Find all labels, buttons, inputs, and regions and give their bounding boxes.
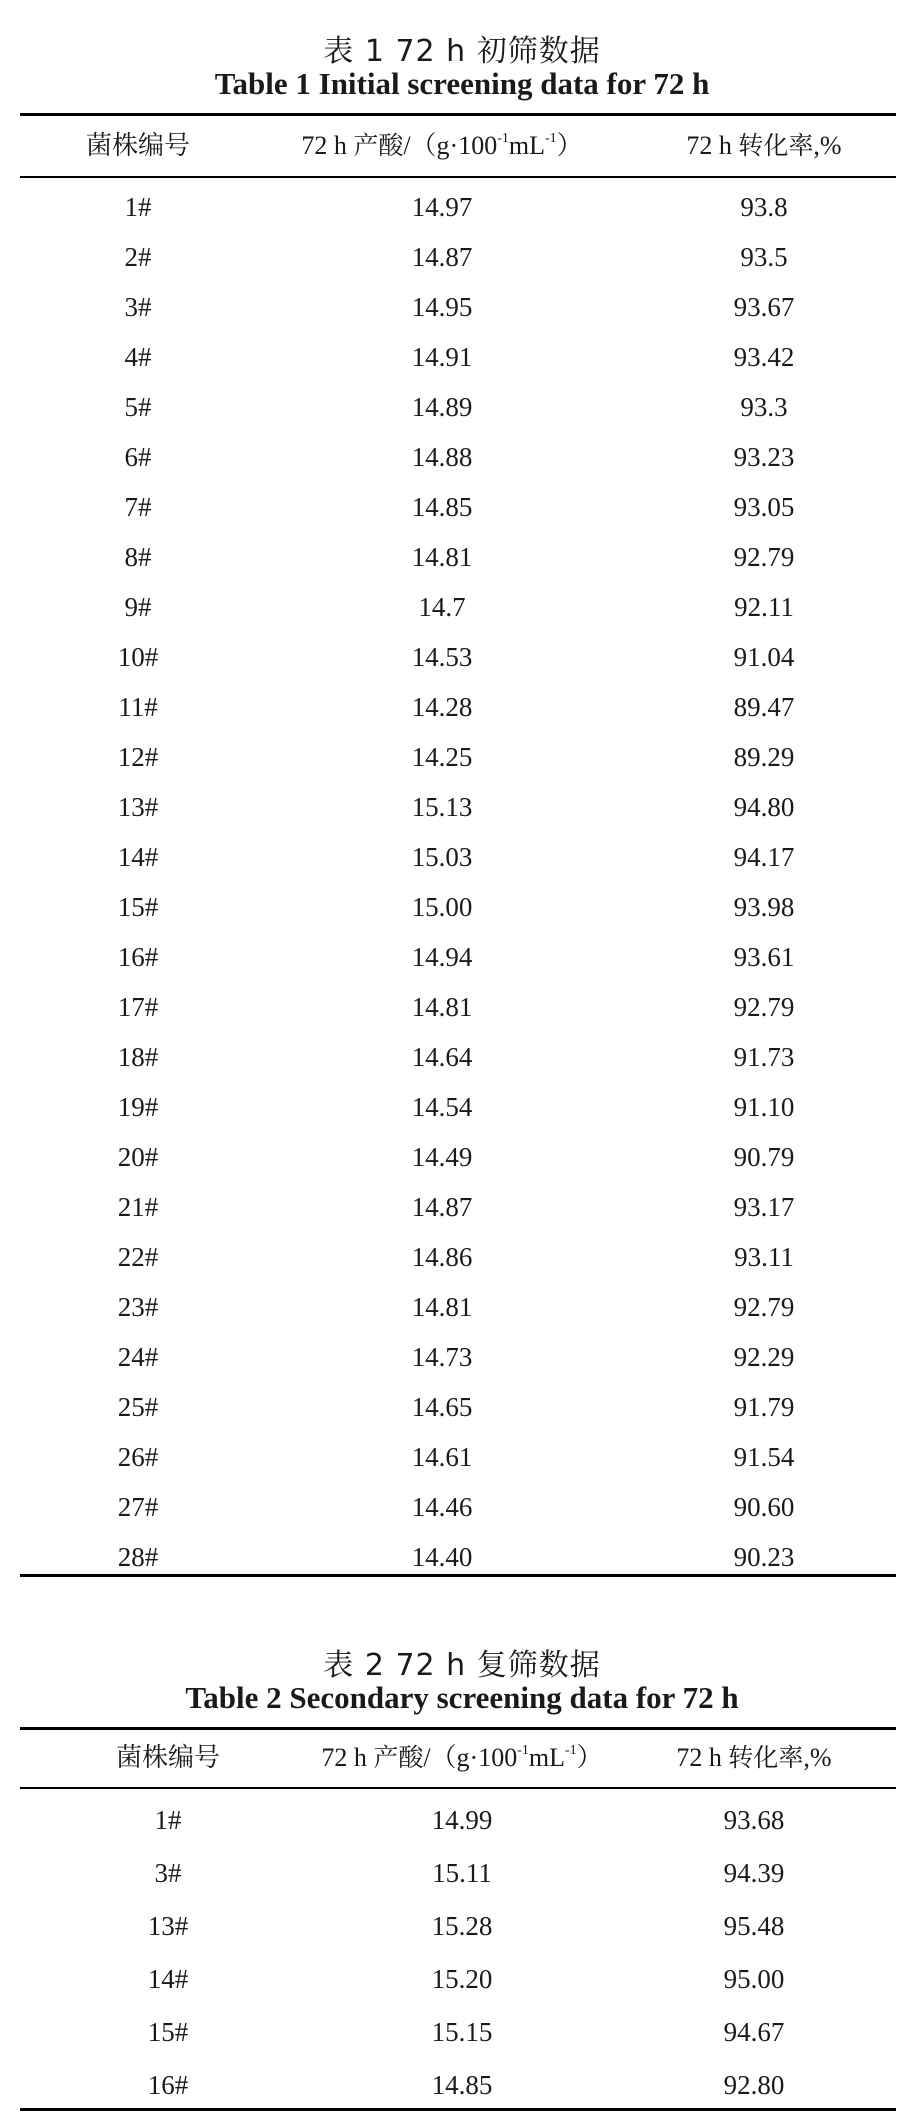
acid-cell: 15.15 (431, 2017, 493, 2047)
table2-header-acid: 72 h 产酸$/(g\cdot 100^{-1}mL^{-1})$ (321, 1743, 603, 1772)
acid-cell: 14.81 (411, 542, 473, 572)
table-row (0, 1432, 924, 1482)
conversion-cell: 92.79 (733, 992, 795, 1022)
acid-cell: 14.65 (411, 1392, 473, 1422)
strain-cell: 14# (117, 842, 159, 872)
acid-cell: 14.87 (411, 242, 473, 272)
conversion-cell: 93.23 (733, 442, 795, 472)
strain-cell: 26# (117, 1442, 159, 1472)
strain-cell: 28# (117, 1542, 159, 1572)
strain-cell: 16# (117, 942, 159, 972)
table1-header-rule (20, 176, 896, 178)
table-row (0, 832, 924, 882)
table-row (0, 1132, 924, 1182)
conversion-cell: 91.73 (733, 1042, 795, 1072)
table-row (0, 1332, 924, 1382)
table-row (0, 782, 924, 832)
table-row (0, 1795, 924, 1845)
acid-cell: 14.81 (411, 992, 473, 1022)
table1-header-row (0, 121, 924, 171)
strain-cell: 6# (124, 442, 152, 472)
table-row (0, 1082, 924, 1132)
table-row (0, 582, 924, 632)
conversion-cell: 92.79 (733, 1292, 795, 1322)
conversion-cell: 95.00 (723, 1964, 785, 1994)
acid-cell: 14.46 (411, 1492, 473, 1522)
acid-cell: 14.99 (431, 1805, 493, 1835)
strain-cell: 21# (117, 1192, 159, 1222)
strain-cell: 19# (117, 1092, 159, 1122)
conversion-cell: 91.10 (733, 1092, 795, 1122)
table-row (0, 1482, 924, 1532)
table-row (0, 1901, 924, 1951)
table-row (0, 1232, 924, 1282)
table2-header-conversion: 72 h 转化率,% (676, 1743, 832, 1772)
strain-cell: 4# (124, 342, 152, 372)
strain-cell: 2# (124, 242, 152, 272)
table-row (0, 1182, 924, 1232)
conversion-cell: 93.42 (733, 342, 795, 372)
strain-cell: 20# (117, 1142, 159, 1172)
table-row (0, 1848, 924, 1898)
acid-cell: 14.86 (411, 1242, 473, 1272)
strain-cell: 15# (147, 2017, 189, 2047)
table-row (0, 982, 924, 1032)
table-row (0, 882, 924, 932)
acid-cell: 14.91 (411, 342, 473, 372)
acid-cell: 15.11 (432, 1858, 492, 1888)
conversion-cell: 93.68 (723, 1805, 785, 1835)
acid-cell: 14.87 (411, 1192, 473, 1222)
acid-cell: 14.85 (431, 2070, 493, 2100)
table1-title-cn: 表 1 72 h 初筛数据 (323, 34, 601, 69)
acid-cell: 14.7 (418, 592, 466, 622)
strain-cell: 18# (117, 1042, 159, 1072)
acid-cell: 15.00 (411, 892, 473, 922)
strain-cell: 7# (124, 492, 152, 522)
strain-cell: 12# (117, 742, 159, 772)
conversion-cell: 91.04 (733, 642, 795, 672)
strain-cell: 23# (117, 1292, 159, 1322)
table1-title-en: Table 1 Initial screening data for 72 h (214, 66, 710, 101)
acid-cell: 14.95 (411, 292, 473, 322)
table1-header-acid: 72 h 产酸$/(g\cdot 100^{-1}mL^{-1})$ (301, 131, 583, 160)
acid-cell: 14.54 (411, 1092, 473, 1122)
table2-header-strain: 菌株编号 (115, 1743, 220, 1773)
strain-cell: 1# (154, 1805, 182, 1835)
strain-cell: 10# (117, 642, 159, 672)
strain-cell: 9# (124, 592, 152, 622)
acid-cell: 14.97 (411, 192, 473, 222)
acid-cell: 14.64 (411, 1042, 473, 1072)
table1-bottom-rule (20, 1574, 896, 1577)
conversion-cell: 93.8 (740, 192, 788, 222)
conversion-cell: 92.79 (733, 542, 795, 572)
strain-cell: 1# (124, 192, 152, 222)
table2-bottom-rule (20, 2108, 896, 2111)
conversion-cell: 90.23 (733, 1542, 795, 1572)
acid-cell: 14.49 (411, 1142, 473, 1172)
conversion-cell: 89.29 (733, 742, 795, 772)
table1-header-conversion: 72 h 转化率,% (686, 131, 842, 160)
conversion-cell: 93.67 (733, 292, 795, 322)
strain-cell: 24# (117, 1342, 159, 1372)
acid-cell: 14.28 (411, 692, 473, 722)
table-row (0, 732, 924, 782)
acid-cell: 15.28 (431, 1911, 493, 1941)
table2-title-cn: 表 2 72 h 复筛数据 (323, 1648, 601, 1683)
conversion-cell: 94.39 (723, 1858, 785, 1888)
conversion-cell: 93.5 (740, 242, 788, 272)
strain-cell: 16# (147, 2070, 189, 2100)
conversion-cell: 91.79 (733, 1392, 795, 1422)
conversion-cell: 89.47 (733, 692, 795, 722)
acid-cell: 14.25 (411, 742, 473, 772)
table-row (0, 2060, 924, 2110)
conversion-cell: 91.54 (733, 1442, 795, 1472)
strain-cell: 11# (118, 692, 158, 722)
conversion-cell: 93.11 (734, 1242, 794, 1272)
acid-cell: 14.40 (411, 1542, 473, 1572)
conversion-cell: 93.17 (733, 1192, 795, 1222)
table1-header-strain: 菌株编号 (85, 131, 190, 161)
table-row (0, 382, 924, 432)
table-row (0, 2007, 924, 2057)
strain-cell: 5# (124, 392, 152, 422)
table-row (0, 932, 924, 982)
table-row (0, 282, 924, 332)
conversion-cell: 90.79 (733, 1142, 795, 1172)
acid-cell: 14.94 (411, 942, 473, 972)
acid-cell: 14.85 (411, 492, 473, 522)
acid-cell: 14.89 (411, 392, 473, 422)
strain-cell: 27# (117, 1492, 159, 1522)
acid-cell: 14.53 (411, 642, 473, 672)
table2-top-rule (20, 1727, 896, 1730)
strain-cell: 13# (147, 1911, 189, 1941)
table-row (0, 182, 924, 232)
conversion-cell: 92.80 (723, 2070, 785, 2100)
strain-cell: 3# (154, 1858, 182, 1888)
conversion-cell: 94.80 (733, 792, 795, 822)
table-row (0, 1032, 924, 1082)
acid-cell: 14.81 (411, 1292, 473, 1322)
conversion-cell: 92.11 (734, 592, 794, 622)
table1-top-rule (20, 113, 896, 116)
acid-cell: 15.20 (431, 1964, 493, 1994)
acid-cell: 14.73 (411, 1342, 473, 1372)
conversion-cell: 93.61 (733, 942, 795, 972)
table-row (0, 532, 924, 582)
conversion-cell: 90.60 (733, 1492, 795, 1522)
strain-cell: 3# (124, 292, 152, 322)
strain-cell: 13# (117, 792, 159, 822)
conversion-cell: 93.98 (733, 892, 795, 922)
acid-cell: 15.03 (411, 842, 473, 872)
table-row (0, 432, 924, 482)
table-row (0, 1382, 924, 1432)
table-row (0, 632, 924, 682)
conversion-cell: 93.3 (740, 392, 788, 422)
table-row (0, 1954, 924, 2004)
strain-cell: 22# (117, 1242, 159, 1272)
conversion-cell: 94.17 (733, 842, 795, 872)
strain-cell: 25# (117, 1392, 159, 1422)
table2-header-row (0, 1733, 924, 1783)
table-row (0, 232, 924, 282)
table-row (0, 332, 924, 382)
strain-cell: 17# (117, 992, 159, 1022)
table-row (0, 482, 924, 532)
conversion-cell: 94.67 (723, 2017, 785, 2047)
strain-cell: 15# (117, 892, 159, 922)
table2-title-en: Table 2 Secondary screening data for 72 h (185, 1680, 739, 1715)
table2-header-rule (20, 1787, 896, 1789)
acid-cell: 15.13 (411, 792, 473, 822)
table-row (0, 1282, 924, 1332)
strain-cell: 8# (124, 542, 152, 572)
acid-cell: 14.88 (411, 442, 473, 472)
strain-cell: 14# (147, 1964, 189, 1994)
table-row (0, 682, 924, 732)
conversion-cell: 93.05 (733, 492, 795, 522)
conversion-cell: 92.29 (733, 1342, 795, 1372)
acid-cell: 14.61 (411, 1442, 473, 1472)
conversion-cell: 95.48 (723, 1911, 785, 1941)
